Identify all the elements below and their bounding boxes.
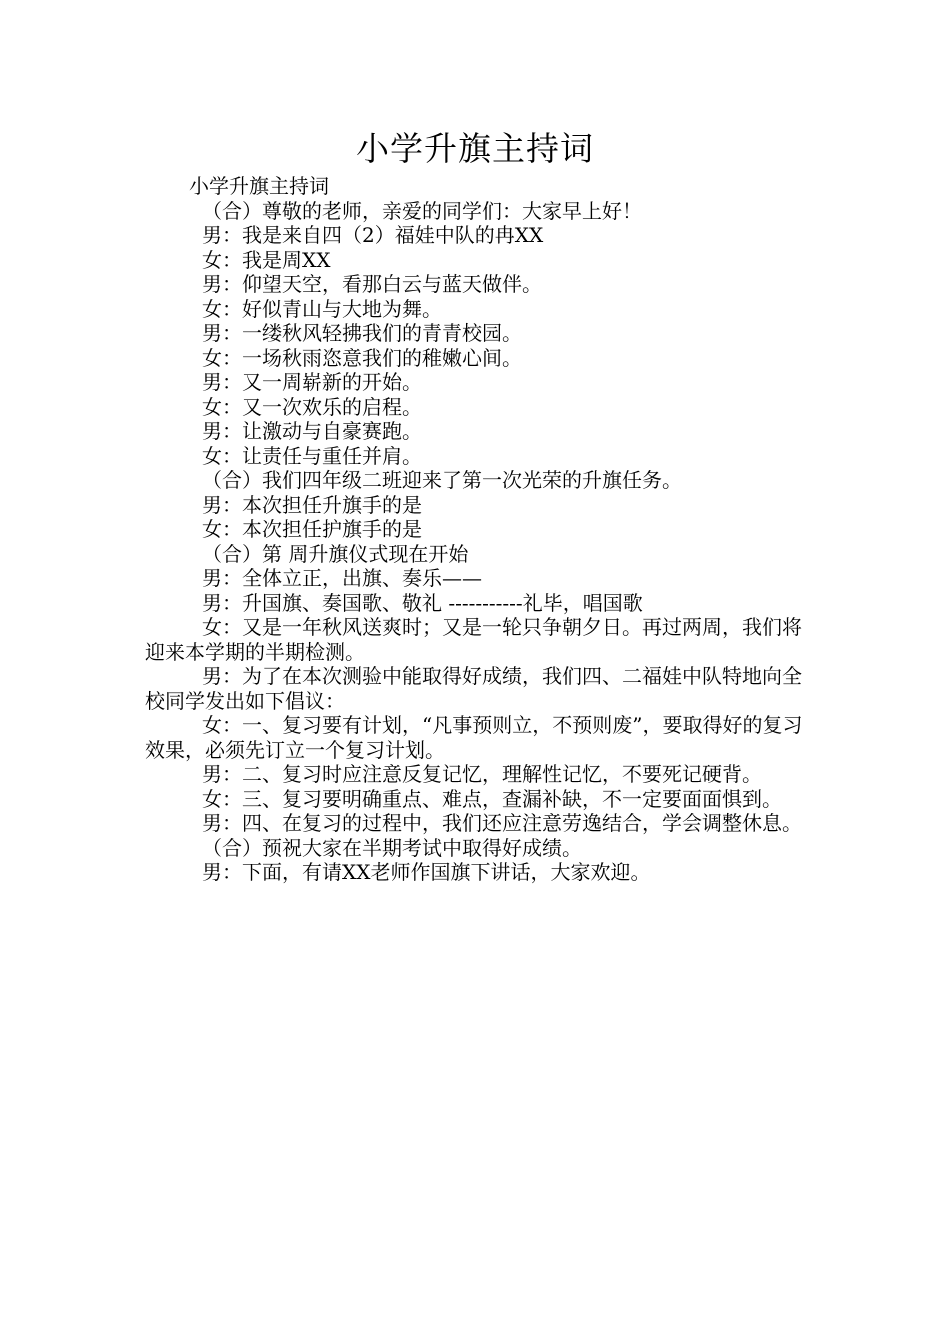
paragraph: （合）预祝大家在半期考试中取得好成绩。 — [202, 835, 582, 860]
paragraph: 女：三、复习要明确重点、难点，查漏补缺，不一定要面面惧到。 — [202, 786, 782, 811]
paragraph: 男：升国旗、奏国歌、敬礼 -----------礼毕，唱国歌 — [202, 590, 643, 615]
paragraph: 男：我是来自四（2）福娃中队的冉XX — [202, 223, 544, 247]
paragraph: 男：四、在复习的过程中，我们还应注意劳逸结合，学会调整休息。 — [202, 811, 802, 835]
paragraph: 女：又一次欢乐的启程。 — [202, 394, 422, 419]
paragraph: 女：让责任与重任并肩。 — [202, 443, 422, 468]
paragraph: 女：一、复习要有计划，“凡事预则立，不预则废”，要取得好的复习效果，必须先订立一个复习计划。 — [145, 713, 803, 762]
document-title: 小学升旗主持词 — [356, 129, 594, 168]
paragraph: 女：一场秋雨恣意我们的稚嫩心间。 — [202, 345, 522, 370]
paragraph: 男：本次担任升旗手的是 — [202, 492, 422, 517]
paragraph: 女：我是周XX — [202, 247, 331, 272]
paragraph: 女：好似青山与大地为舞。 — [202, 296, 442, 321]
document-subtitle: 小学升旗主持词 — [189, 174, 329, 198]
paragraph: 女：本次担任护旗手的是 — [202, 517, 422, 541]
paragraph: 男：让激动与自豪赛跑。 — [202, 419, 422, 443]
paragraph: （合）尊敬的老师，亲爱的同学们：大家早上好！ — [202, 198, 642, 223]
paragraph: 男：一缕秋风轻拂我们的青青校园。 — [202, 321, 522, 345]
paragraph: （合）第 周升旗仪式现在开始 — [202, 541, 469, 566]
paragraph: 女：又是一年秋风送爽时；又是一轮只争朝夕日。再过两周，我们将迎来本学期的半期检测。 — [145, 615, 802, 664]
paragraph: （合）我们四年级二班迎来了第一次光荣的升旗任务。 — [202, 468, 682, 492]
paragraph: 男：又一周崭新的开始。 — [202, 370, 422, 394]
paragraph: 男：下面，有请XX老师作国旗下讲话，大家欢迎。 — [202, 860, 651, 884]
paragraph: 男：全体立正，出旗、奏乐—— — [202, 566, 482, 590]
document-body — [145, 174, 810, 885]
paragraph: 男：为了在本次测验中能取得好成绩，我们四、二福娃中队特地向全校同学发出如下倡议： — [145, 664, 802, 713]
paragraph: 男：二、复习时应注意反复记忆，理解性记忆，不要死记硬背。 — [202, 762, 762, 786]
paragraph: 男：仰望天空，看那白云与蓝天做伴。 — [202, 272, 542, 296]
